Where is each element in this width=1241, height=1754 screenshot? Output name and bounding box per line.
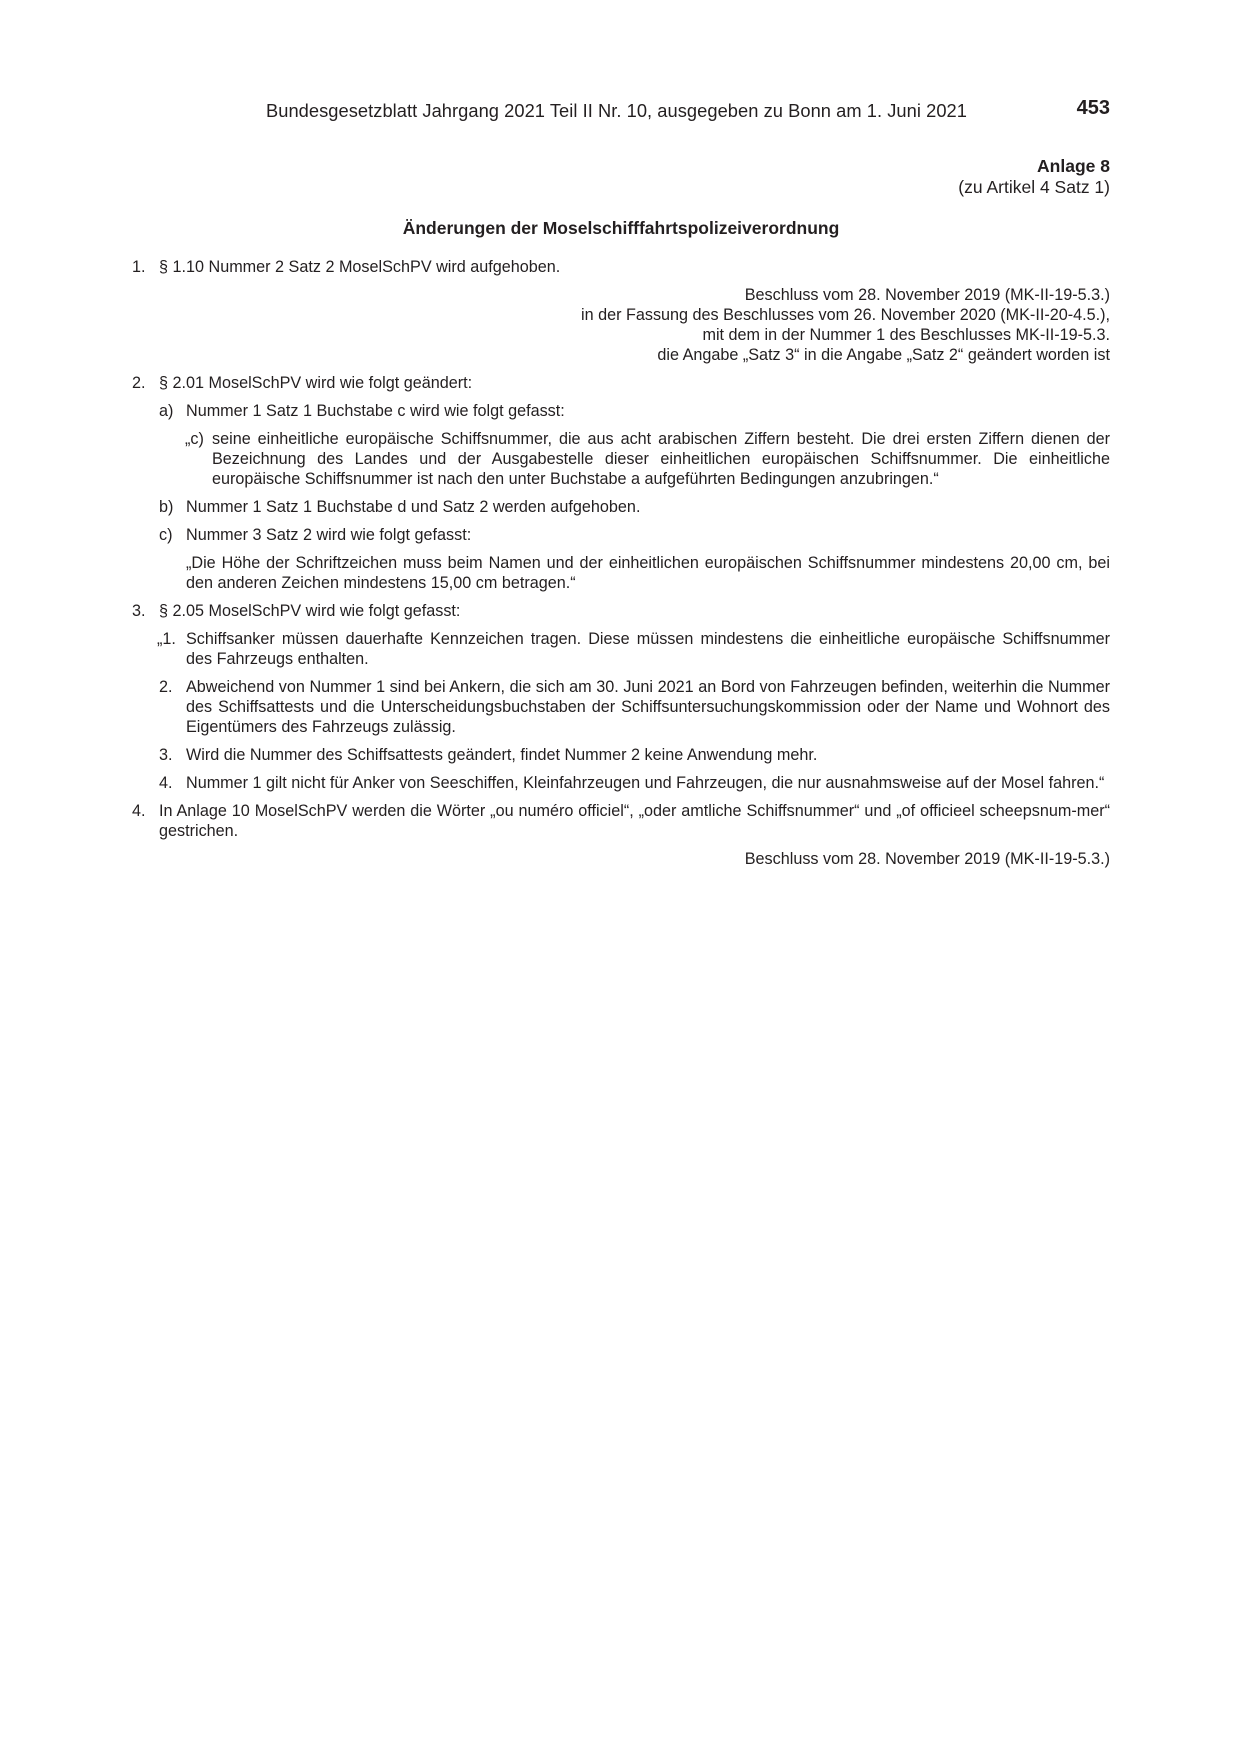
resolution-reference (132, 285, 1110, 365)
item-number: 4. (132, 802, 146, 820)
item-text: § 2.01 MoselSchPV wird wie folgt geändert: (159, 374, 473, 392)
item-number: 3. (132, 602, 146, 620)
reference-line: in der Fassung des Beschlusses vom 26. November 2020 (MK-II-20-4.5.), (580, 306, 1110, 324)
resolution-reference (132, 849, 1110, 869)
sub-item (132, 401, 1110, 421)
sub-item-text: Nummer 3 Satz 2 wird wie folgt gefasst: (186, 526, 472, 544)
provision-number: 2. (159, 678, 173, 696)
sub-item-letter: b) (159, 498, 174, 516)
item-number: 1. (132, 258, 146, 276)
enumerated-provision (132, 629, 1110, 669)
item-number: 2. (132, 374, 146, 392)
provision-text: Wird die Nummer des Schiffsattests geändert, findet Nummer 2 keine Anwendung mehr. (186, 746, 818, 764)
annex-reference: (zu Artikel 4 Satz 1) (958, 177, 1110, 197)
quoted-provision (132, 429, 1110, 489)
item-text: In Anlage 10 MoselSchPV werden die Wörter „ou numéro officiel“, „oder amtliche Schiffsnummer“ und „of officieel scheepsnum-mer“ gestrichen. (159, 802, 1110, 840)
provision-number: 4. (159, 774, 173, 792)
sub-item-text: Nummer 1 Satz 1 Buchstabe c wird wie folgt gefasst: (186, 402, 565, 420)
item-text: § 1.10 Nummer 2 Satz 2 MoselSchPV wird aufgehoben. (159, 258, 561, 276)
enumerated-provision (132, 745, 1110, 765)
provision-text: Abweichend von Nummer 1 sind bei Ankern, die sich am 30. Juni 2021 an Bord von Fahrzeugen befinden, weiterhin die Nummer des Schiffsattests und die Unterscheidungsbuchstaben der Schiffsuntersuchungskommission oder der Name und Wohnort des Eigentümers des Fahrzeugs zulässig. (186, 678, 1110, 736)
provision-number: „1. (157, 630, 176, 648)
running-title: Bundesgesetzblatt Jahrgang 2021 Teil II Nr. 10, ausgegeben zu Bonn am 1. Juni 2021 (266, 100, 967, 121)
annex-heading (958, 156, 1110, 198)
quote-text: seine einheitliche europäische Schiffsnummer, die aus acht arabischen Ziffern besteht. Die drei ersten Ziffern dienen der Bezeichnung des Landes und der Ausgabestelle dieser einheitlichen europäischen Schiffsnummer. Die einheitliche europäische Schiffsnummer ist nach den unter Buchstabe a aufgeführten Bedingungen anzubringen.“ (212, 430, 1110, 488)
list-item (132, 257, 1110, 277)
item-text: § 2.05 MoselSchPV wird wie folgt gefasst: (159, 602, 461, 620)
sub-item (132, 497, 1110, 517)
list-item (132, 601, 1110, 621)
provision-number: 3. (159, 746, 173, 764)
document-title: Änderungen der Moselschifffahrtspolizeiverordnung (402, 218, 840, 238)
provision-text: Schiffsanker müssen dauerhafte Kennzeichen tragen. Diese müssen mindestens die einheitliche europäische Schiffsnummer des Fahrzeugs enthalten. (186, 630, 1110, 668)
page-number: 453 (1076, 97, 1110, 119)
sub-item-text: Nummer 1 Satz 1 Buchstabe d und Satz 2 werden aufgehoben. (186, 498, 641, 516)
enumerated-provision (132, 773, 1110, 793)
list-item (132, 801, 1110, 841)
enumerated-provision (132, 677, 1110, 737)
document-body (132, 257, 1110, 877)
reference-line: die Angabe „Satz 3“ in die Angabe „Satz 2“ geändert worden ist (657, 346, 1110, 364)
list-item (132, 373, 1110, 393)
quoted-provision: „Die Höhe der Schriftzeichen muss beim Namen und der einheitlichen europäischen Schiffsnummer mindestens 20,00 cm, bei den anderen Zeichen mindestens 15,00 cm betragen.“ (186, 554, 1110, 592)
sub-item (132, 525, 1110, 545)
sub-item-letter: a) (159, 402, 174, 420)
reference-line: mit dem in der Nummer 1 des Beschlusses MK-II-19-5.3. (702, 326, 1110, 344)
provision-text: Nummer 1 gilt nicht für Anker von Seeschiffen, Kleinfahrzeugen und Fahrzeugen, die nur ausnahmsweise auf der Mosel fahren.“ (186, 774, 1105, 792)
quote-number: „c) (185, 430, 204, 448)
sub-item-letter: c) (159, 526, 173, 544)
annex-label: Anlage 8 (1037, 156, 1110, 176)
running-head (132, 98, 1110, 124)
reference-line: Beschluss vom 28. November 2019 (MK-II-19-5.3.) (744, 850, 1110, 868)
reference-line: Beschluss vom 28. November 2019 (MK-II-19-5.3.) (744, 286, 1110, 304)
